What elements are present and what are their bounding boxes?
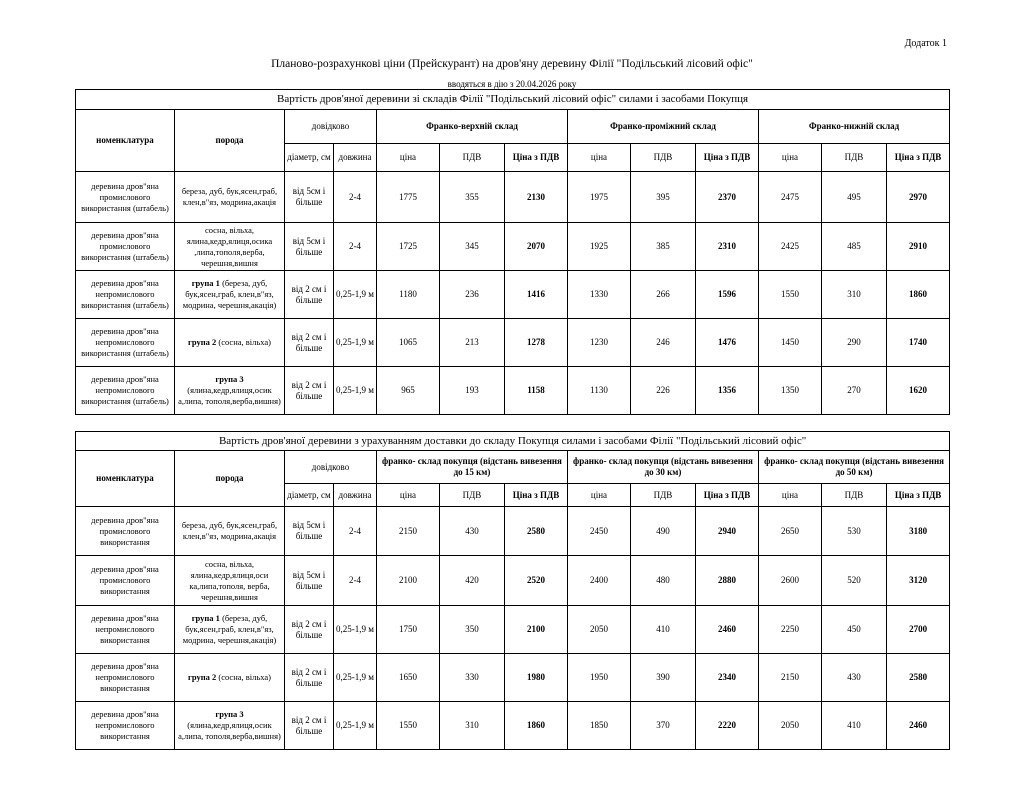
- col-reference: довідково: [285, 110, 377, 144]
- cell-vat: 410: [822, 702, 887, 750]
- breed-group: група 3: [215, 709, 244, 719]
- cell-price: 2050: [568, 606, 631, 654]
- breed-list: (береза, дуб, бук,ясен,граб, клен,в"яз, модрина, черешня,акація): [182, 613, 277, 645]
- cell-nomenclature: деревина дров"яна промислового використання: [76, 556, 175, 606]
- appendix-label: Додаток 1: [904, 38, 947, 49]
- sub-price: ціна: [377, 484, 440, 507]
- cell-nomenclature: деревина дров"яна непромислового використання (штабель): [76, 367, 175, 415]
- cell-price: 2450: [568, 507, 631, 556]
- cell-total: 2130: [505, 172, 568, 223]
- breed-group: група 2: [187, 672, 217, 682]
- cell-total: 2580: [887, 654, 950, 702]
- cell-vat: 490: [631, 507, 696, 556]
- cell-total: 1596: [696, 271, 759, 319]
- cell-diameter: від 2 см і більше: [285, 367, 334, 415]
- cell-total: 1416: [505, 271, 568, 319]
- cell-vat: 480: [631, 556, 696, 606]
- cell-diameter: від 2 см і більше: [285, 654, 334, 702]
- cell-nomenclature: деревина дров"яна непромислового використання: [76, 606, 175, 654]
- cell-price: 2600: [759, 556, 822, 606]
- cell-price: 2475: [759, 172, 822, 223]
- cell-price: 2250: [759, 606, 822, 654]
- cell-vat: 385: [631, 223, 696, 271]
- cell-total: 1278: [505, 319, 568, 367]
- cell-vat: 236: [440, 271, 505, 319]
- sub-total: Ціна з ПДВ: [505, 144, 568, 172]
- table-row: [76, 606, 950, 654]
- cell-vat: 290: [822, 319, 887, 367]
- cell-total: 2700: [887, 606, 950, 654]
- cell-total: 1158: [505, 367, 568, 415]
- cell-length: 0,25-1,9 м: [334, 606, 377, 654]
- cell-price: 1330: [568, 271, 631, 319]
- breed-group: група 3: [215, 374, 244, 384]
- cell-price: 1650: [377, 654, 440, 702]
- cell-nomenclature: деревина дров"яна непромислового використання (штабель): [76, 319, 175, 367]
- col-length: довжина: [334, 484, 377, 507]
- cell-vat: 270: [822, 367, 887, 415]
- table-title: Вартість дров'яної деревини з урахуванням доставки до складу Покупця силами і засобами Філії "Подільський лісовий офіс": [76, 432, 950, 451]
- cell-total: 2070: [505, 223, 568, 271]
- cell-diameter: від 2 см і більше: [285, 702, 334, 750]
- cell-nomenclature: деревина дров"яна промислового використання (штабель): [76, 172, 175, 223]
- cell-total: 2220: [696, 702, 759, 750]
- table-title: Вартість дров'яної деревини зі складів Філії "Подільський лісовий офіс" силами і засобами Покупця: [76, 90, 950, 110]
- cell-vat: 193: [440, 367, 505, 415]
- cell-total: 1860: [505, 702, 568, 750]
- col-breed: порода: [175, 451, 285, 507]
- cell-breed: [175, 507, 285, 556]
- cell-vat: 430: [822, 654, 887, 702]
- cell-total: 1476: [696, 319, 759, 367]
- sub-price: ціна: [759, 144, 822, 172]
- cell-vat: 395: [631, 172, 696, 223]
- col-breed: порода: [175, 110, 285, 172]
- cell-total: 3120: [887, 556, 950, 606]
- group-header: франко- склад покупця (відстань вивезення до 50 км): [759, 451, 950, 484]
- col-diameter: діаметр, см: [285, 144, 334, 172]
- cell-price: 1550: [759, 271, 822, 319]
- sub-price: ціна: [568, 484, 631, 507]
- cell-price: 1925: [568, 223, 631, 271]
- sub-vat: ПДВ: [440, 484, 505, 507]
- breed-list: береза, дуб, бук,ясен,граб, клен,в"яз, модрина,акація: [181, 520, 278, 541]
- group-header: Франко-верхній склад: [377, 110, 568, 144]
- table-row: [76, 556, 950, 606]
- breed-list: (сосна, вільха): [216, 337, 272, 347]
- col-length: довжина: [334, 144, 377, 172]
- cell-total: 2880: [696, 556, 759, 606]
- cell-total: 1860: [887, 271, 950, 319]
- cell-total: 1980: [505, 654, 568, 702]
- group-header: франко- склад покупця (відстань вивезення до 15 км): [377, 451, 568, 484]
- cell-length: 0,25-1,9 м: [334, 319, 377, 367]
- cell-vat: 330: [440, 654, 505, 702]
- cell-price: 1065: [377, 319, 440, 367]
- cell-price: 1775: [377, 172, 440, 223]
- cell-vat: 520: [822, 556, 887, 606]
- cell-total: 1740: [887, 319, 950, 367]
- col-nomenclature: номенклатура: [76, 451, 175, 507]
- sub-vat: ПДВ: [822, 484, 887, 507]
- table-row: [76, 367, 950, 415]
- cell-price: 2050: [759, 702, 822, 750]
- sub-total: Ціна з ПДВ: [696, 484, 759, 507]
- group-header: франко- склад покупця (відстань вивезення до 30 км): [568, 451, 759, 484]
- cell-total: 2910: [887, 223, 950, 271]
- cell-total: 2520: [505, 556, 568, 606]
- breed-group: група 1: [191, 278, 220, 288]
- cell-vat: 410: [631, 606, 696, 654]
- col-reference: довідково: [285, 451, 377, 484]
- cell-total: 3180: [887, 507, 950, 556]
- sub-vat: ПДВ: [822, 144, 887, 172]
- cell-length: 0,25-1,9 м: [334, 702, 377, 750]
- cell-price: 2100: [377, 556, 440, 606]
- cell-vat: 390: [631, 654, 696, 702]
- breed-group: група 2: [187, 337, 217, 347]
- group-header: Франко-проміжний склад: [568, 110, 759, 144]
- cell-price: 1975: [568, 172, 631, 223]
- cell-total: 2580: [505, 507, 568, 556]
- cell-total: 2100: [505, 606, 568, 654]
- table-row: [76, 271, 950, 319]
- price-table-warehouse: [75, 89, 950, 415]
- cell-vat: 266: [631, 271, 696, 319]
- cell-breed: [175, 223, 285, 271]
- cell-breed: [175, 271, 285, 319]
- cell-nomenclature: деревина дров"яна непромислового використання: [76, 654, 175, 702]
- cell-diameter: від 5см і більше: [285, 172, 334, 223]
- table-row: [76, 507, 950, 556]
- group-header: Франко-нижній склад: [759, 110, 950, 144]
- cell-price: 1350: [759, 367, 822, 415]
- effective-date: вводяться в дію з 20.04.2026 року: [447, 79, 577, 89]
- cell-diameter: від 5см і більше: [285, 223, 334, 271]
- cell-vat: 495: [822, 172, 887, 223]
- cell-diameter: від 2 см і більше: [285, 319, 334, 367]
- cell-total: 2460: [696, 606, 759, 654]
- cell-total: 2940: [696, 507, 759, 556]
- cell-length: 2-4: [334, 556, 377, 606]
- sub-vat: ПДВ: [440, 144, 505, 172]
- breed-group: група 1: [191, 613, 220, 623]
- breed-list: (сосна, вільха): [216, 672, 272, 682]
- sub-total: Ціна з ПДВ: [887, 484, 950, 507]
- cell-vat: 485: [822, 223, 887, 271]
- col-diameter: діаметр, см: [285, 484, 334, 507]
- sub-price: ціна: [377, 144, 440, 172]
- cell-price: 2425: [759, 223, 822, 271]
- cell-breed: [175, 172, 285, 223]
- cell-breed: [175, 556, 285, 606]
- cell-nomenclature: деревина дров"яна промислового використання (штабель): [76, 223, 175, 271]
- cell-diameter: від 2 см і більше: [285, 606, 334, 654]
- cell-vat: 310: [440, 702, 505, 750]
- cell-vat: 310: [822, 271, 887, 319]
- cell-total: 2370: [696, 172, 759, 223]
- table-row: [76, 654, 950, 702]
- sub-total: Ціна з ПДВ: [696, 144, 759, 172]
- cell-vat: 226: [631, 367, 696, 415]
- breed-list: сосна, вільха, ялина,кедр,ялиця,осика ,липа,тополя,верба, черешня,вишня: [186, 224, 273, 268]
- cell-price: 1450: [759, 319, 822, 367]
- cell-length: 2-4: [334, 172, 377, 223]
- table-row: [76, 223, 950, 271]
- cell-length: 0,25-1,9 м: [334, 271, 377, 319]
- cell-vat: 420: [440, 556, 505, 606]
- cell-breed: [175, 606, 285, 654]
- table-row: [76, 319, 950, 367]
- cell-vat: 355: [440, 172, 505, 223]
- cell-breed: [175, 654, 285, 702]
- cell-vat: 430: [440, 507, 505, 556]
- cell-price: 2150: [377, 507, 440, 556]
- cell-breed: [175, 702, 285, 750]
- cell-price: 1180: [377, 271, 440, 319]
- sub-total: Ціна з ПДВ: [505, 484, 568, 507]
- cell-breed: [175, 367, 285, 415]
- cell-price: 2400: [568, 556, 631, 606]
- cell-price: 965: [377, 367, 440, 415]
- breed-list: (ялина,кедр,ялиця,осик а,липа, тополя,верба,вишня): [178, 385, 281, 406]
- cell-nomenclature: деревина дров"яна непромислового використання (штабель): [76, 271, 175, 319]
- cell-diameter: від 2 см і більше: [285, 271, 334, 319]
- table-row: [76, 172, 950, 223]
- table-row: [76, 702, 950, 750]
- cell-total: 1620: [887, 367, 950, 415]
- cell-price: 2150: [759, 654, 822, 702]
- cell-vat: 213: [440, 319, 505, 367]
- cell-nomenclature: деревина дров"яна промислового використання: [76, 507, 175, 556]
- cell-vat: 530: [822, 507, 887, 556]
- col-nomenclature: номенклатура: [76, 110, 175, 172]
- breed-list: (береза, дуб, бук,ясен,граб, клен,в"яз, модрина, черешня,акація): [182, 278, 277, 310]
- cell-length: 2-4: [334, 223, 377, 271]
- cell-breed: [175, 319, 285, 367]
- cell-price: 1850: [568, 702, 631, 750]
- sub-vat: ПДВ: [631, 144, 696, 172]
- cell-price: 1230: [568, 319, 631, 367]
- document-title: Планово-розрахункові ціни (Прейскурант) на дров'яну деревину Філії "Подільський лісовий офіс": [271, 58, 753, 70]
- breed-list: (ялина,кедр,ялиця,осик а,липа, тополя,верба,вишня): [178, 720, 281, 741]
- cell-total: 2460: [887, 702, 950, 750]
- sub-price: ціна: [568, 144, 631, 172]
- breed-list: сосна, вільха, ялина,кедр,ялиця,оси ка,липа,тополя, верба, черешня,вишня: [189, 558, 270, 602]
- cell-total: 1356: [696, 367, 759, 415]
- cell-price: 1725: [377, 223, 440, 271]
- cell-price: 1950: [568, 654, 631, 702]
- cell-total: 2340: [696, 654, 759, 702]
- cell-price: 1750: [377, 606, 440, 654]
- cell-total: 2310: [696, 223, 759, 271]
- cell-vat: 350: [440, 606, 505, 654]
- breed-list: береза, дуб, бук,ясен,граб, клен,в"яз, модрина,акація: [181, 186, 278, 207]
- cell-vat: 370: [631, 702, 696, 750]
- cell-price: 2650: [759, 507, 822, 556]
- cell-length: 0,25-1,9 м: [334, 654, 377, 702]
- cell-diameter: від 5см і більше: [285, 556, 334, 606]
- cell-length: 2-4: [334, 507, 377, 556]
- cell-price: 1550: [377, 702, 440, 750]
- cell-length: 0,25-1,9 м: [334, 367, 377, 415]
- cell-vat: 450: [822, 606, 887, 654]
- sub-vat: ПДВ: [631, 484, 696, 507]
- price-table-delivery: [75, 431, 950, 750]
- cell-vat: 246: [631, 319, 696, 367]
- cell-total: 2970: [887, 172, 950, 223]
- cell-vat: 345: [440, 223, 505, 271]
- cell-nomenclature: деревина дров"яна непромислового використання: [76, 702, 175, 750]
- cell-diameter: від 5см і більше: [285, 507, 334, 556]
- cell-price: 1130: [568, 367, 631, 415]
- sub-price: ціна: [759, 484, 822, 507]
- sub-total: Ціна з ПДВ: [887, 144, 950, 172]
